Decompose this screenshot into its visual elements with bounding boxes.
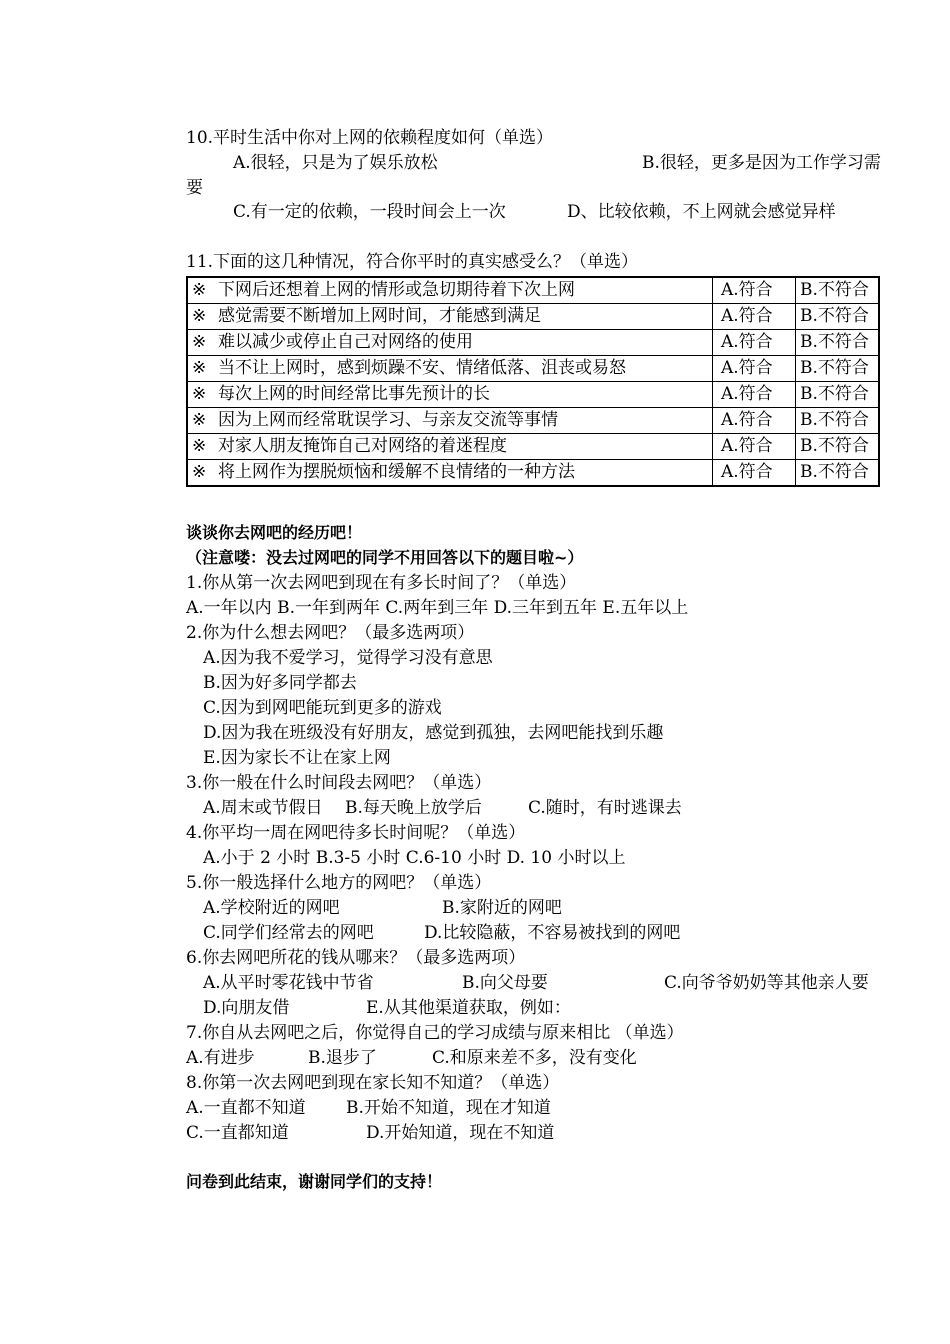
q11-row [187,382,879,408]
q11-row-statement [187,277,713,304]
q10-option-d: D、比较依赖，不上网就会感觉异样 [567,202,836,222]
q11-row-text: 当不让上网时，感到烦躁不安、情绪低落、沮丧或易怒 [218,358,626,378]
s2-option-d: D.因为我在班级没有好朋友，感觉到孤独，去网吧能找到乐趣 [203,723,664,743]
q11-row [187,408,879,434]
q11-option-b[interactable]: B.不符合 [796,356,880,382]
q11-row-text: 对家人朋友掩饰自己对网络的着迷程度 [218,436,507,456]
section-note: （注意喽：没去过网吧的同学不用回答以下的题目啦~） [186,548,584,567]
s8-option-d: D.开始知道，现在不知道 [366,1123,555,1143]
q11-row-statement [187,356,713,382]
q10-option-a: A.很轻，只是为了娱乐放松 [233,153,438,173]
q11-title: 11.下面的这几种情况，符合你平时的真实感受么？（单选） [186,252,639,272]
q11-option-b[interactable]: B.不符合 [796,434,880,460]
s6-title: 6.你去网吧所花的钱从哪来？（最多选两项） [186,948,526,968]
s7-title: 7.你自从去网吧之后，你觉得自己的学习成绩与原来相比 （单选） [186,1023,684,1043]
q11-option-a[interactable]: A.符合 [713,460,796,487]
q11-row-text: 因为上网而经常耽误学习、与亲友交流等事情 [218,410,558,430]
q11-option-b[interactable]: B.不符合 [796,408,880,434]
q11-row-statement [187,382,713,408]
q11-row-statement [187,408,713,434]
s3-option-a: A.周末或节假日 [203,798,323,818]
q11-row-statement [187,460,713,487]
reference-mark-icon: ※ [192,462,207,482]
q11-option-a[interactable]: A.符合 [713,330,796,356]
q11-row [187,330,879,356]
q11-row [187,460,879,487]
s3-option-c: C.随时，有时逃课去 [528,798,682,818]
s2-option-b: B.因为好多同学都去 [203,673,357,693]
s4-title: 4.你平均一周在网吧待多长时间呢？（单选） [186,823,526,843]
q11-option-b[interactable]: B.不符合 [796,382,880,408]
q11-row-text: 将上网作为摆脱烦恼和缓解不良情绪的一种方法 [218,462,575,482]
s5-option-c: C.同学们经常去的网吧 [203,923,374,943]
q10-option-b-wrap: 要 [186,178,203,198]
s7-option-a: A.有进步 [186,1048,255,1068]
q11-table [186,276,880,487]
reference-mark-icon: ※ [192,410,207,430]
s6-option-d: D.向朋友借 [203,998,290,1018]
s1-options: A.一年以内 B.一年到两年 C.两年到三年 D.三年到五年 E.五年以上 [186,598,689,618]
q11-option-b[interactable]: B.不符合 [796,460,880,487]
q10-title: 10.平时生活中你对上网的依赖程度如何（单选） [186,128,554,148]
q11-row [187,304,879,330]
s8-option-c: C.一直都知道 [186,1123,289,1143]
q11-option-b[interactable]: B.不符合 [796,330,880,356]
q11-row-text: 感觉需要不断增加上网时间，才能感到满足 [218,306,541,326]
q11-option-a[interactable]: A.符合 [713,277,796,304]
s2-option-e: E.因为家长不让在家上网 [203,748,391,768]
q11-option-a[interactable]: A.符合 [713,382,796,408]
q11-option-b[interactable]: B.不符合 [796,304,880,330]
reference-mark-icon: ※ [192,358,207,378]
q10-option-c: C.有一定的依赖，一段时间会上一次 [233,202,506,222]
s2-option-c: C.因为到网吧能玩到更多的游戏 [203,698,442,718]
s7-option-b: B.退步了 [308,1048,377,1068]
s5-option-b: B.家附近的网吧 [442,898,562,918]
q11-row-statement [187,330,713,356]
s5-option-a: A.学校附近的网吧 [203,898,340,918]
footer-thanks: 问卷到此结束，谢谢同学们的支持！ [186,1172,443,1191]
reference-mark-icon: ※ [192,280,207,300]
s4-options: A.小于 2 小时 B.3-5 小时 C.6-10 小时 D. 10 小时以上 [203,848,626,868]
q11-option-b[interactable]: B.不符合 [796,277,880,304]
q11-row-text: 难以减少或停止自己对网络的使用 [218,332,473,352]
q11-row-text: 每次上网的时间经常比事先预计的长 [218,384,490,404]
s6-option-b: B.向父母要 [462,973,548,993]
s5-title: 5.你一般选择什么地方的网吧？（单选） [186,873,492,893]
s5-option-d: D.比较隐蔽，不容易被找到的网吧 [424,923,681,943]
s8-option-b: B.开始不知道，现在才知道 [346,1098,551,1118]
q11-row [187,277,879,304]
s3-option-b: B.每天晚上放学后 [345,798,482,818]
q11-row-statement [187,304,713,330]
s6-option-c: C.向爷爷奶奶等其他亲人要 [664,973,869,993]
q11-option-a[interactable]: A.符合 [713,304,796,330]
s2-title: 2.你为什么想去网吧？（最多选两项） [186,623,475,643]
s6-option-e: E.从其他渠道获取，例如： [366,998,571,1018]
reference-mark-icon: ※ [192,332,207,352]
reference-mark-icon: ※ [192,436,207,456]
q10-option-b: B.很轻，更多是因为工作学习需 [642,153,881,173]
s8-title: 8.你第一次去网吧到现在家长知不知道？（单选） [186,1073,560,1093]
q11-option-a[interactable]: A.符合 [713,356,796,382]
s8-option-a: A.一直都不知道 [186,1098,306,1118]
section-heading: 谈谈你去网吧的经历吧！ [186,523,363,542]
s6-option-a: A.从平时零花钱中节省 [203,973,374,993]
s7-option-c: C.和原来差不多，没有变化 [432,1048,637,1068]
q11-option-a[interactable]: A.符合 [713,434,796,460]
s3-title: 3.你一般在什么时间段去网吧？（单选） [186,773,492,793]
q11-row [187,356,879,382]
reference-mark-icon: ※ [192,384,207,404]
q11-option-a[interactable]: A.符合 [713,408,796,434]
q11-row-statement [187,434,713,460]
s1-title: 1.你从第一次去网吧到现在有多长时间了？（单选） [186,573,577,593]
q11-row [187,434,879,460]
q11-row-text: 下网后还想着上网的情形或急切期待着下次上网 [218,280,575,300]
s2-option-a: A.因为我不爱学习，觉得学习没有意思 [203,648,493,668]
reference-mark-icon: ※ [192,306,207,326]
